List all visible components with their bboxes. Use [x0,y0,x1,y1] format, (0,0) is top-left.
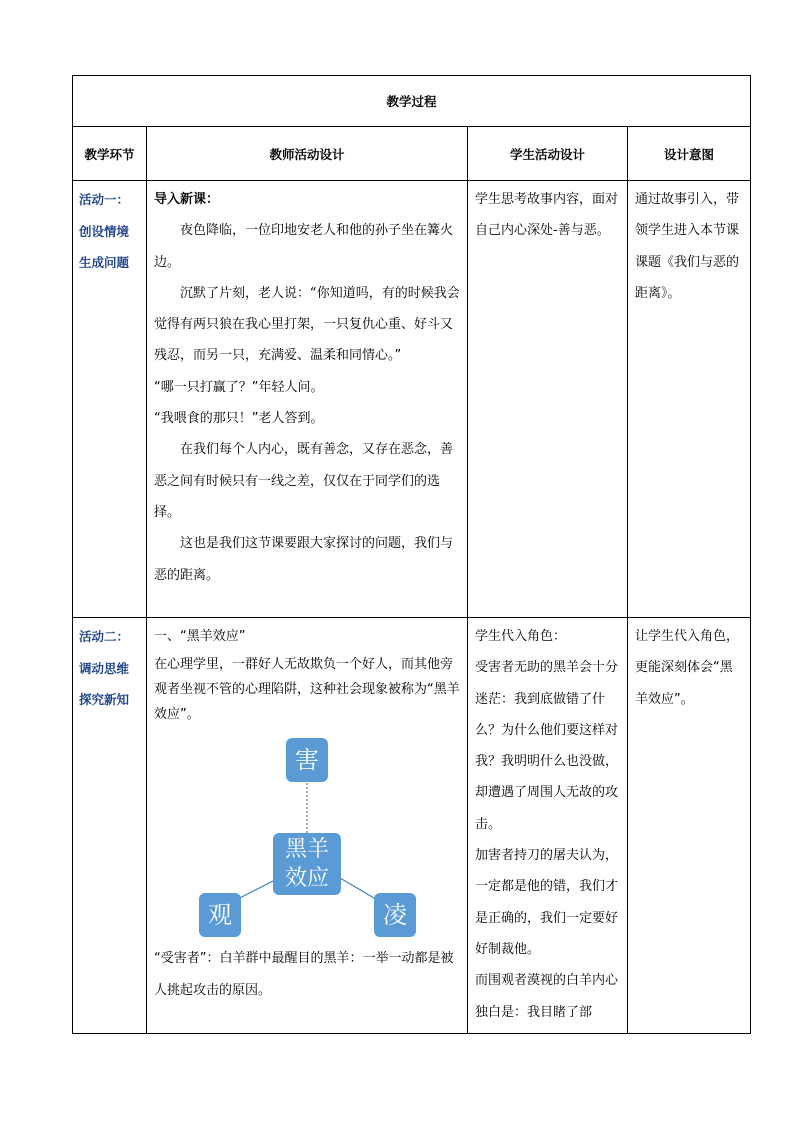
paragraph: 夜色降临，一位印地安老人和他的孙子坐在篝火边。 [154,223,454,270]
paragraph: 在我们每个人内心，既有善念，又存在恶念，善恶之间有时候只有一线之差，仅仅在于同学们的选择。 [154,442,454,520]
header-student-activity: 学生活动设计 [468,127,628,181]
header-design-intent: 设计意图 [628,127,751,181]
paragraph: 受害者无助的黑羊会十分迷茫：我到底做错了什么？为什么他们要这样对我？我明明什么也没做，却遭遇了周围人无故的攻击。 [475,660,619,832]
section-heading: 一、“黑羊效应” [154,629,246,644]
stage-line: 调动思维 [79,660,130,676]
paragraph: 学生思考故事内容，面对自己内心深处-善与恶。 [475,192,619,239]
paragraph: “受害者”：白羊群中最醒目的黑羊：一举一动都是被人挑起攻击的原因。 [154,951,454,998]
paragraph: 这也是我们这节课要跟大家探讨的问题，我们与恶的距离。 [154,536,454,583]
teacher-activity-cell [147,181,468,618]
teacher-activity-cell [147,618,468,1034]
table-row [73,618,751,1034]
black-sheep-diagram [154,733,454,943]
section-heading: 导入新课： [154,192,220,207]
paragraph: “我喂食的那只！”老人答到。 [154,411,324,427]
table-row [73,181,751,618]
student-activity-cell [468,618,628,1034]
stage-line: 活动二： [79,629,130,644]
diagram-node-top: 害 [286,738,328,782]
stage-cell [73,618,147,1034]
diagram-node-left: 观 [199,893,241,937]
stage-line: 生成问题 [79,255,130,270]
paragraph: 在心理学里，一群好人无故欺负一个好人，而其他旁观者坐视不管的心理陷阱，这种社会现象被称为“黑羊效应”。 [154,657,460,723]
paragraph: 让学生代入角色，更能深刻体会“黑羊效应”。 [635,629,740,707]
header-teacher-activity: 教师活动设计 [147,127,468,181]
stage-line: 探究新知 [79,692,130,707]
header-stage: 教学环节 [73,127,147,181]
student-activity-cell [468,181,628,618]
diagram-node-right: 凌 [374,893,416,937]
stage-line: 创设情境 [79,223,130,239]
paragraph: 学生代入角色： [475,629,567,644]
design-intent-cell [628,181,751,618]
paragraph: “哪一只打赢了？”年轻人问。 [154,379,324,395]
teaching-process-table [72,75,751,1034]
paragraph: 沉默了片刻，老人说：“你知道吗，有的时候我会觉得有两只狼在我心里打架，一只复仇心重、好斗又残忍，而另一只，充满爱、温柔和同情心。” [154,285,460,364]
stage-cell [73,181,147,618]
paragraph: 而围观者漠视的白羊内心独白是：我目睹了部 [475,973,619,1020]
paragraph: 通过故事引入，带领学生进入本节课课题《我们与恶的距离》。 [635,192,740,301]
diagram-node-center: 黑羊效应 [273,833,341,895]
stage-line: 活动一： [79,192,130,207]
table-title: 教学过程 [73,76,751,127]
design-intent-cell [628,618,751,1034]
paragraph: 加害者持刀的屠夫认为，一定都是他的错，我们才是正确的，我们一定要好好制裁他。 [475,848,619,957]
